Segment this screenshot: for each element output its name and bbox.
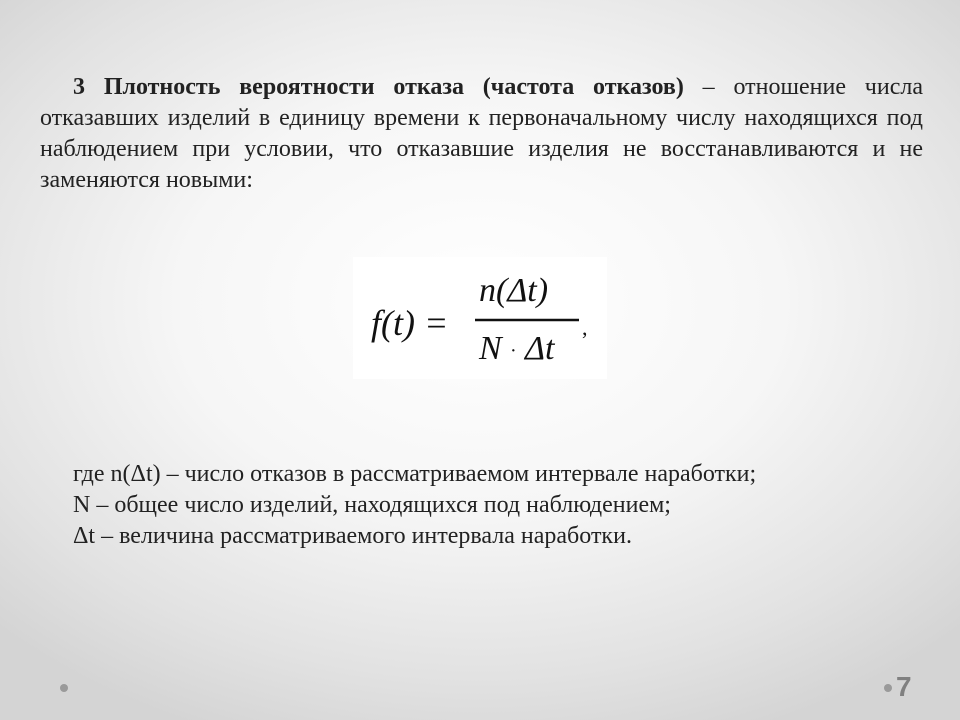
formula-legend: [73, 459, 933, 552]
definition-text: – отношение числа отказавших изделий в единицу времени к первоначальному числу находящихся под наблюдением при условии, что отказавшие изделия не восстанавливаются и не заменяются новыми:: [40, 74, 923, 193]
formula-image: [353, 257, 607, 379]
formula-lhs: f(t) =: [371, 303, 449, 343]
definition-term: 3 Плотность вероятности отказа (частота отказов): [73, 74, 684, 100]
formula-denominator-dot: ·: [510, 340, 517, 362]
legend-item-n: N – общее число изделий, находящихся под наблюдением;: [73, 492, 671, 518]
legend-item-dt: Δt – величина рассматриваемого интервала наработки.: [73, 523, 632, 549]
decorative-dot-left: [60, 684, 68, 692]
formula-denominator-n: N: [479, 330, 502, 367]
definition-paragraph: [40, 72, 923, 196]
formula-denominator-dt: Δt: [525, 330, 555, 367]
page-number: 7: [896, 671, 912, 702]
formula-comma: ,: [582, 315, 588, 340]
decorative-dot-right: [884, 684, 892, 692]
formula-numerator: n(Δt): [479, 272, 549, 309]
formula-svg: [353, 257, 607, 379]
legend-item-n-dt: где n(Δt) – число отказов в рассматриваемом интервале наработки;: [73, 461, 757, 487]
